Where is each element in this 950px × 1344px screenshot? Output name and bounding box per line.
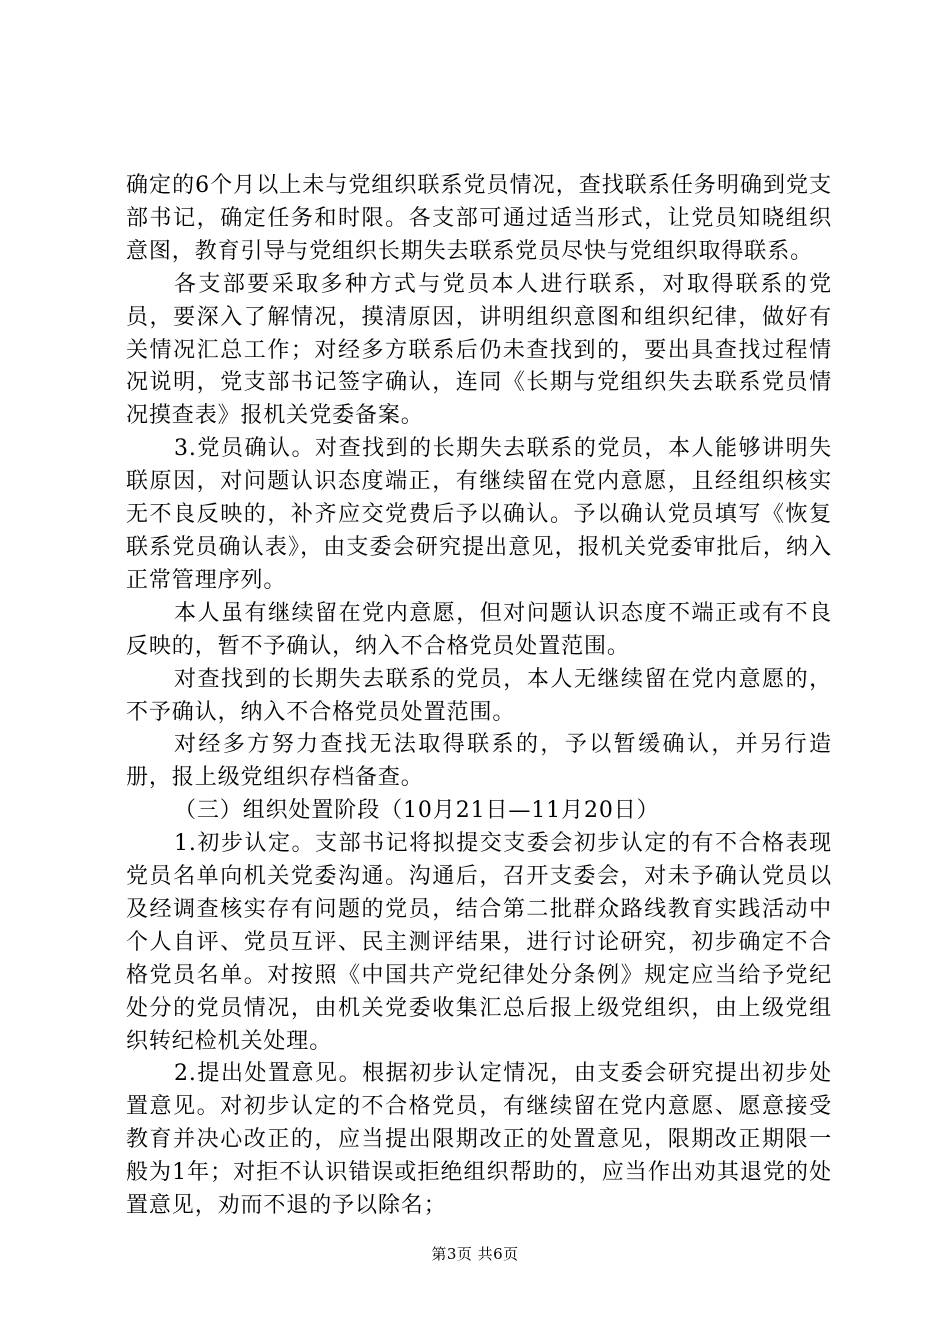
paragraph-6: 对经多方努力查找无法取得联系的，予以暂缓确认，并另行造册，报上级党组织存档备查。 — [126, 732, 832, 791]
paragraph-3: 3.党员确认。对查找到的长期失去联系的党员，本人能够讲明失联原因，对问题认识态度端正，有继续留在党内意愿，且经组织核实无不良反映的，补齐应交党费后予以确认。予以确认党员填写《恢复联系党员确认表》，由支委会研究提出意见，报机关党委审批后，纳入正常管理序列。 — [126, 436, 832, 593]
paragraph-8: 2.提出处置意见。根据初步认定情况，由支委会研究提出初步处置意见。对初步认定的不合格党员，有继续留在党内意愿、愿意接受教育并决心改正的，应当提出限期改正的处置意见，限期改正期限一般为1年；对拒不认识错误或拒绝组织帮助的，应当作出劝其退党的处置意见，劝而不退的予以除名； — [126, 1061, 832, 1219]
document-body — [126, 170, 832, 1223]
paragraph-7: 1.初步认定。支部书记将拟提交支委会初步认定的有不合格表现党员名单向机关党委沟通。沟通后，召开支委会，对未予确认党员以及经调查核实存有问题的党员，结合第二批群众路线教育实践活动中个人自评、党员互评、民主测评结果，进行讨论研究，初步确定不合格党员名单。对按照《中国共产党纪律处分条例》规定应当给予党纪处分的党员情况，由机关党委收集汇总后报上级党组织，由上级党组织转纪检机关处理。 — [126, 831, 832, 1054]
section-heading: （三）组织处置阶段（10月21日—11月20日） — [174, 798, 660, 824]
paragraph-2: 各支部要采取多种方式与党员本人进行联系，对取得联系的党员，要深入了解情况，摸清原因，讲明组织意图和组织纪律，做好有关情况汇总工作；对经多方联系后仍未查找到的，要出具查找过程情况说明，党支部书记签字确认，连同《长期与党组织失去联系党员情况摸查表》报机关党委备案。 — [126, 271, 832, 429]
page-footer: 第3页 共6页 — [431, 1245, 519, 1263]
paragraph-4: 本人虽有继续留在党内意愿，但对问题认识态度不端正或有不良反映的，暂不予确认，纳入不合格党员处置范围。 — [126, 600, 832, 659]
paragraph-1: 确定的6个月以上未与党组织联系党员情况，查找联系任务明确到党支部书记，确定任务和时限。各支部可通过适当形式，让党员知晓组织意图，教育引导与党组织长期失去联系党员尽快与党组织取得联系。 — [126, 173, 832, 264]
paragraph-5: 对查找到的长期失去联系的党员，本人无继续留在党内意愿的，不予确认，纳入不合格党员处置范围。 — [126, 666, 832, 725]
